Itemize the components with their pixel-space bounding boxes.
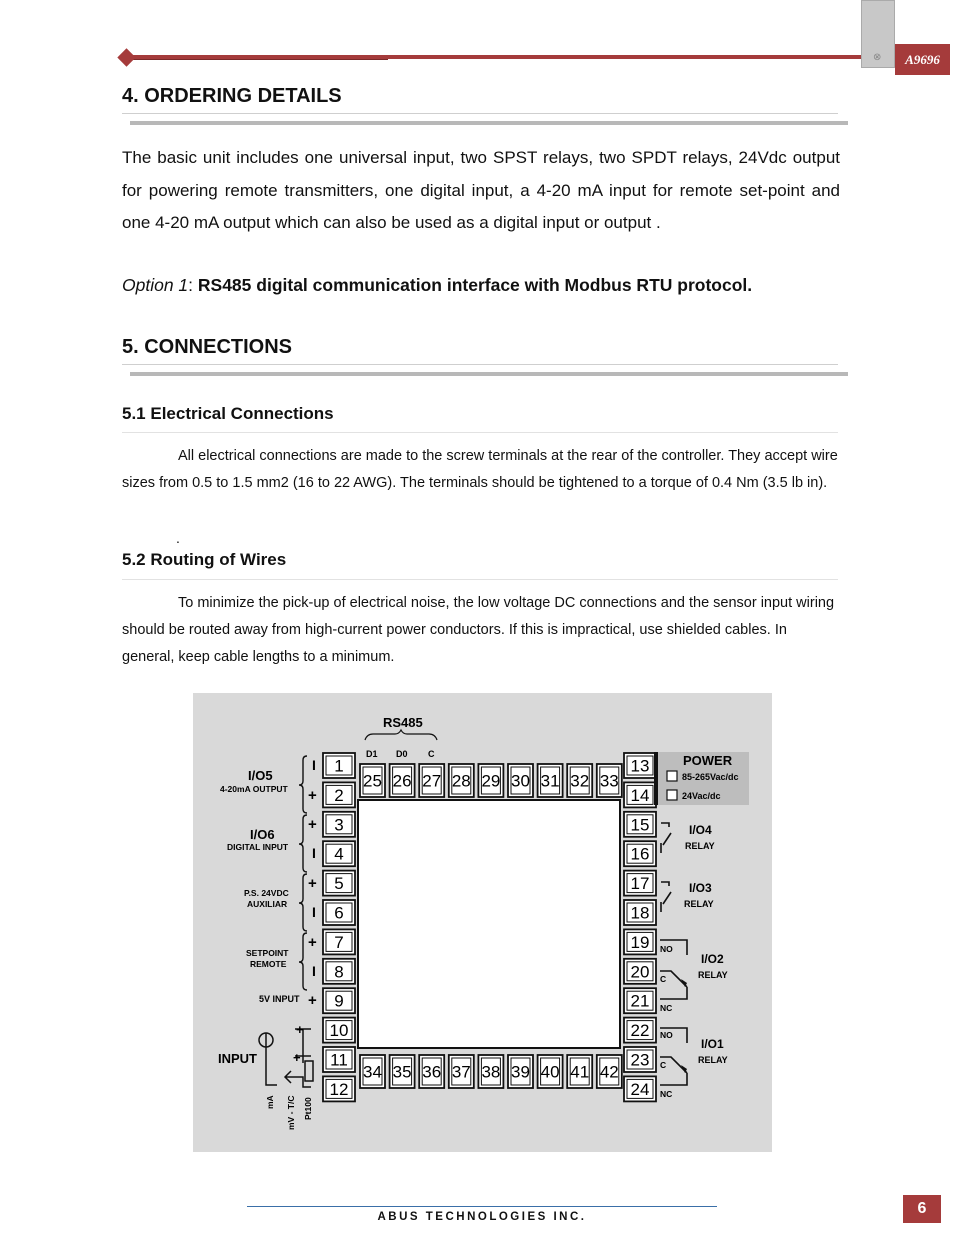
option-text: RS485 digital communication interface with Modbus RTU protocol. [197,275,753,295]
power-label: POWER [683,753,733,768]
right-terminal-column [624,753,656,1101]
section-5-rule-thick [130,372,848,376]
ma-wire [266,1047,277,1085]
terminal-number: 28 [451,771,471,791]
terminal-5 [323,871,355,896]
term3-plus-mark: + [308,816,317,833]
rs485-c-label: C [428,749,435,759]
io1-c-label: C [660,1060,667,1070]
option-separator: : [188,275,198,295]
footer-company: ABUS TECHNOLOGIES INC. [377,1211,587,1223]
io1-no-label: NO [660,1030,673,1040]
terminal-number: 1 [334,756,344,776]
terminal-number: 5 [334,874,344,894]
terminal-2 [323,782,355,807]
terminal-4 [323,841,355,866]
terminal-number: 41 [570,1062,590,1082]
terminal-40 [538,1055,563,1088]
terminal-number: 8 [334,962,344,982]
io3-relay-symbol-icon [661,882,671,912]
terminal-number: 23 [630,1050,650,1070]
terminal-number: 13 [630,756,650,776]
terminal-35 [390,1055,415,1088]
connection-diagram [193,693,772,1152]
io2-label: I/O2 [701,952,724,966]
rs485-d0-label: D0 [396,749,408,759]
terminal-32 [567,764,592,797]
terminal-number: 36 [422,1062,442,1082]
terminal-11 [323,1047,355,1072]
subsection-5-1-rule [122,432,838,433]
terminal-12 [323,1076,355,1101]
io2-relay-label: RELAY [698,970,728,980]
subsection-5-2-title: 5.2 Routing of Wires [122,550,287,569]
terminal-41 [567,1055,592,1088]
terminal-number: 15 [630,815,650,835]
terminal-15 [624,812,656,837]
terminal-22 [624,1018,656,1043]
io3-relay-label: RELAY [684,899,714,909]
terminal-25 [360,764,385,797]
terminal-number: 39 [511,1062,530,1082]
terminal-30 [508,764,533,797]
terminal-33 [597,764,622,797]
terminal-number: 9 [334,991,344,1011]
rs485-d1-label: D1 [366,749,378,759]
terminal-24 [624,1076,656,1101]
terminal-13 [624,753,656,778]
pt100-resistor-icon [305,1061,313,1081]
page-number: 6 [903,1195,941,1223]
terminal-number: 35 [392,1062,412,1082]
term9-plus-mark: + [308,992,317,1009]
setpoint-label-line1: SETPOINT [246,948,289,958]
terminal-28 [449,764,474,797]
mv-tc-label: mV - T/C [286,1095,296,1130]
terminal-number: 27 [422,771,442,791]
terminal-27 [419,764,444,797]
input-label: INPUT [218,1051,257,1066]
terminal-7 [323,929,355,954]
terminal-8 [323,959,355,984]
terminal-42 [597,1055,622,1088]
terminal-number: 16 [630,844,650,864]
5v-input-label: 5V INPUT [259,994,300,1004]
option-label: Option 1 [122,275,189,295]
io6-brace [299,815,307,872]
term2-plus-mark: + [308,787,317,804]
section-5-title: 5. CONNECTIONS [122,336,293,358]
terminal-number: 32 [570,771,590,791]
io3-label: I/O3 [689,881,712,895]
ordering-paragraph: The basic unit includes one universal input, two SPST relays, two SPDT relays, 24Vdc output for powering remote transmitters, one digital input, a 4-20 mA input for remote set-point and one 4-20 mA output which can also be used as a digital input or output . [122,148,840,232]
terminal-31 [538,764,563,797]
terminal-number: 31 [540,771,560,791]
io4-relay-symbol-icon [661,823,671,853]
terminal-number: 17 [630,874,650,894]
io1-label: I/O1 [701,1037,724,1051]
electrical-connections-text: All electrical connections are made to the screw terminals at the rear of the controller. They accept wire sizes from 0.5 to 1.5 mm2 (16 to 22 AWG). The terminals should be tightened to a torque of 0.4 Nm (3.5 lb in). [122,448,838,491]
terminal-6 [323,900,355,925]
input-plus-mark-1: + [296,1022,304,1037]
electrical-connections-paragraph [122,443,840,497]
terminal-number: 22 [630,1021,650,1041]
terminal-36 [419,1055,444,1088]
io2-c-label: C [660,974,667,984]
rs485-brace [365,730,437,740]
term6-minus-mark: I [312,904,316,920]
power-option-2-checkbox-icon [667,790,677,800]
term1-minus-mark: I [312,757,316,773]
terminal-number: 10 [329,1021,349,1041]
terminal-number: 4 [334,844,344,864]
header-diamond-icon [117,48,135,66]
terminal-number: 40 [540,1062,560,1082]
section-4-rule-thick [130,121,848,125]
terminal-number: 20 [630,962,650,982]
terminal-number: 2 [334,785,344,805]
controller-body [358,800,620,1048]
routing-paragraph [122,590,840,671]
top-terminal-row [360,764,622,797]
terminal-16 [624,841,656,866]
terminal-number: 7 [334,932,344,952]
subsection-5-1-title: 5.1 Electrical Connections [122,404,334,423]
terminal-9 [323,988,355,1013]
terminal-23 [624,1047,656,1072]
setpoint-brace [299,933,307,990]
footer-rule [247,1206,717,1207]
ps24-label-line2: AUXILIAR [247,899,288,909]
option-line [122,275,752,296]
terminal-number: 11 [330,1050,348,1070]
ps24-label-line1: P.S. 24VDC [244,888,289,898]
terminal-10 [323,1018,355,1043]
terminal-19 [624,929,656,954]
ma-label: mA [265,1095,275,1109]
terminal-number: 38 [481,1062,501,1082]
input-plus-mark-2: + [293,1050,301,1065]
terminal-number: 29 [481,771,501,791]
wiring-diagram-svg [193,693,772,1152]
terminal-number: 6 [334,903,344,923]
term4-minus-mark: I [312,845,316,861]
terminal-number: 34 [363,1062,382,1082]
io4-label: I/O4 [689,823,712,837]
document-code: A9696 [895,44,950,75]
io6-label: I/O6 [250,827,275,842]
term7-plus-mark: + [308,934,317,951]
io5-label: I/O5 [248,768,273,783]
io2-nc-label: NC [660,1003,673,1013]
terminal-34 [360,1055,385,1088]
header-rule-shadow [128,59,388,60]
io2-no-label: NO [660,944,673,954]
terminal-number: 12 [329,1079,349,1099]
io5-sublabel: 4-20mA OUTPUT [220,784,288,794]
terminal-38 [478,1055,503,1088]
subsection-5-2-rule [122,579,838,580]
terminal-number: 14 [630,785,650,805]
section-5-rule-thin [122,364,838,365]
terminal-number: 30 [511,771,530,791]
terminal-20 [624,959,656,984]
section-4-rule-thin [122,113,838,114]
terminal-number: 37 [451,1062,471,1082]
io1-relay-label: RELAY [698,1055,728,1065]
setpoint-label-line2: REMOTE [250,959,287,969]
terminal-number: 24 [630,1079,650,1099]
io6-sublabel: DIGITAL INPUT [227,842,289,852]
terminal-number: 3 [334,815,344,835]
power-block-edge [654,752,658,805]
terminal-39 [508,1055,533,1088]
terminal-number: 33 [599,771,619,791]
terminal-number: 18 [630,903,650,923]
ps24-brace [299,874,307,931]
terminal-number: 25 [363,771,382,791]
routing-text: To minimize the pick-up of electrical noise, the low voltage DC connections and the sensor input wiring should be routed away from high-current power conductors. If this is impractical, use shielded cables. In general, keep cable lengths to a minimum. [122,595,835,665]
bottom-terminal-row [360,1055,622,1088]
terminal-37 [449,1055,474,1088]
pt100-label: Pt100 [303,1097,313,1120]
terminal-1 [323,753,355,778]
power-option-1-label: 85-265Vac/dc [682,772,739,782]
io1-nc-label: NC [660,1089,673,1099]
stray-dot: . [176,530,180,546]
terminal-number: 42 [599,1062,619,1082]
section-4-title: 4. ORDERING DETAILS [122,85,342,107]
left-terminal-column [323,753,355,1101]
io4-relay-label: RELAY [685,841,715,851]
power-option-2-label: 24Vac/dc [682,791,721,801]
terminal-26 [390,764,415,797]
terminal-14 [624,782,656,807]
power-option-1-checkbox-icon [667,771,677,781]
thermocouple-icon [285,1071,311,1087]
term8-minus-mark: I [312,963,316,979]
term5-plus-mark: + [308,875,317,892]
terminal-29 [478,764,503,797]
terminal-18 [624,900,656,925]
io5-brace [299,756,307,813]
terminal-21 [624,988,656,1013]
rs485-label: RS485 [383,715,423,730]
terminal-3 [323,812,355,837]
terminal-number: 21 [630,991,650,1011]
terminal-number: 26 [392,771,412,791]
terminal-number: 19 [630,932,650,952]
header-mark-icon: ⊗ [873,52,882,63]
terminal-17 [624,871,656,896]
